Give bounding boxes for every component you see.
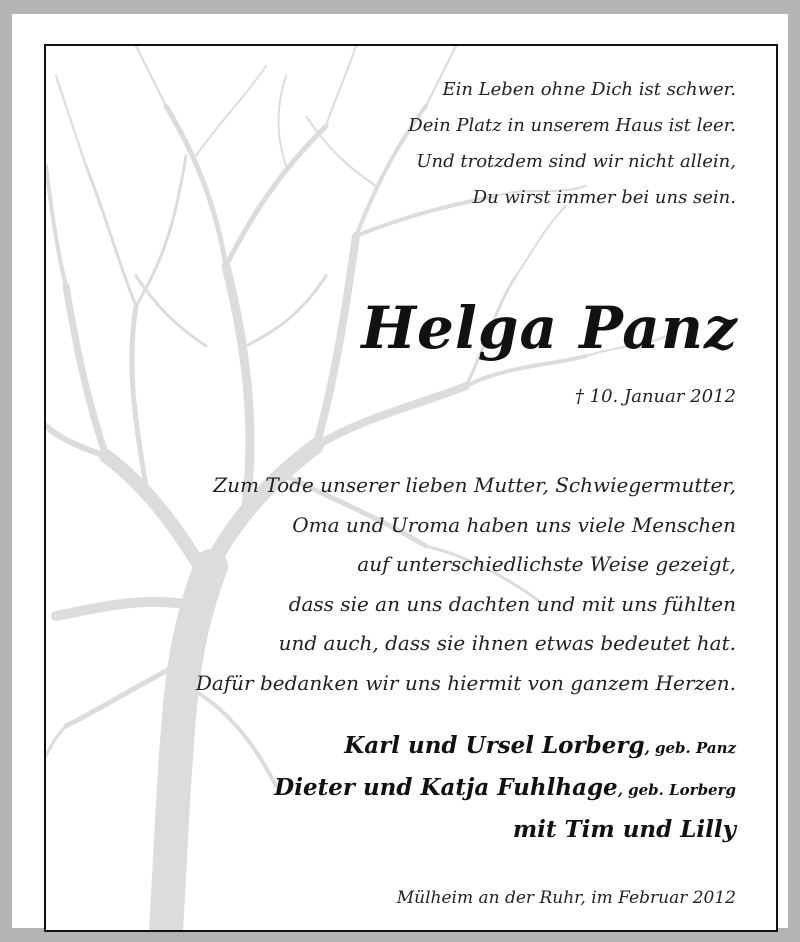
message-line: dass sie an uns dachten und mit uns fühlten bbox=[288, 591, 736, 616]
obituary-card bbox=[12, 14, 788, 928]
message-line: Oma und Uroma haben uns viele Menschen bbox=[292, 512, 736, 537]
signatory-line bbox=[274, 768, 736, 810]
message-line: und auch, dass sie ihnen etwas bedeutet hat. bbox=[278, 631, 736, 655]
message bbox=[196, 466, 736, 703]
signatory-line bbox=[274, 726, 736, 768]
signatories bbox=[274, 726, 736, 852]
signatory-names: Karl und Ursel Lorberg bbox=[344, 732, 645, 759]
message-line: Dafür bedanken wir uns hiermit von ganzem Herzen. bbox=[195, 670, 736, 695]
poem-line: Ein Leben ohne Dich ist schwer. bbox=[442, 79, 736, 100]
signatory-suffix: , geb. Lorberg bbox=[617, 781, 736, 799]
deceased-name: Helga Panz bbox=[361, 294, 738, 362]
message-line: Zum Tode unserer lieben Mutter, Schwiegermutter, bbox=[213, 473, 736, 497]
signatory-line bbox=[274, 810, 736, 852]
poem bbox=[408, 72, 736, 216]
message-line: auf unterschiedlichste Weise gezeigt, bbox=[357, 552, 736, 576]
poem-line: Du wirst immer bei uns sein. bbox=[472, 187, 736, 208]
death-date: † 10. Januar 2012 bbox=[574, 386, 736, 407]
signatory-names: Dieter und Katja Fuhlhage bbox=[274, 774, 618, 801]
poem-line: Und trotzdem sind wir nicht allein, bbox=[416, 151, 736, 172]
obituary-frame bbox=[44, 44, 778, 932]
poem-line: Dein Platz in unserem Haus ist leer. bbox=[408, 115, 736, 136]
place-date: Mülheim an der Ruhr, im Februar 2012 bbox=[396, 888, 736, 908]
signatory-names: mit Tim und Lilly bbox=[512, 816, 736, 843]
signatory-suffix: , geb. Panz bbox=[644, 739, 736, 757]
